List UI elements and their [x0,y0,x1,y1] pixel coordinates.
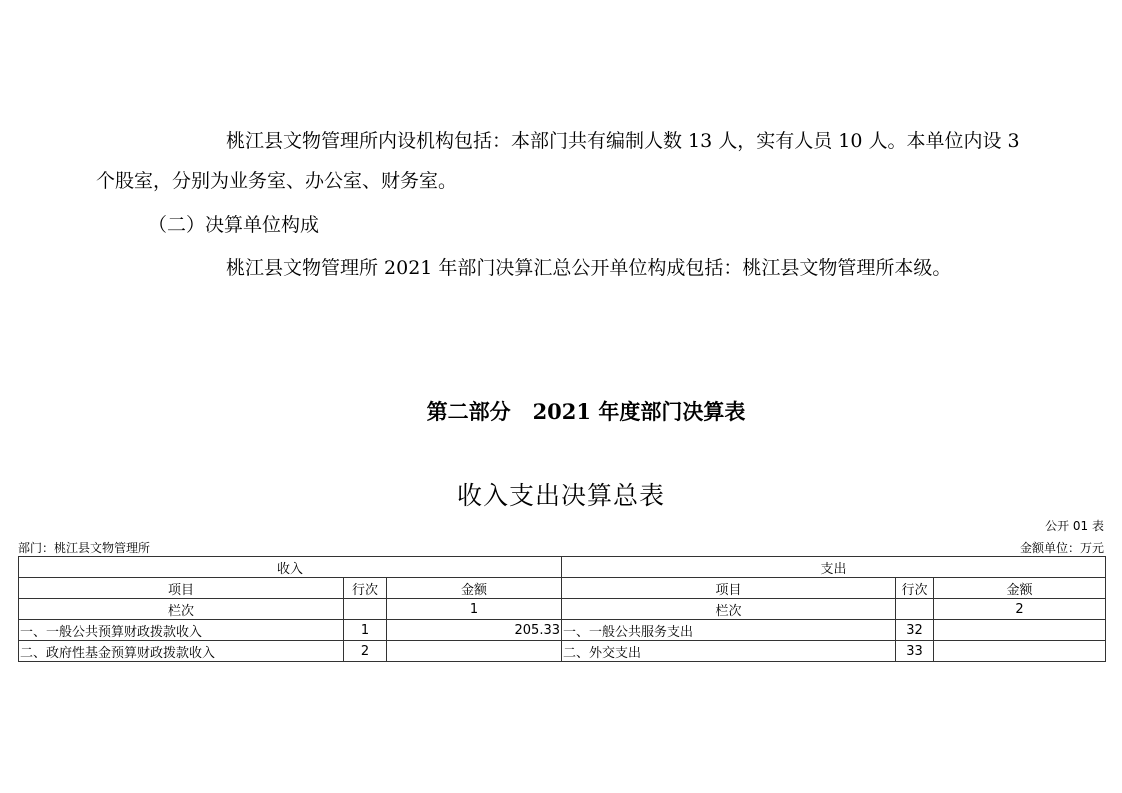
income-item-header: 项目 [19,578,344,599]
amount-unit-label: 金额单位：万元 [1019,541,1104,555]
income-label-cell: 栏次 [19,599,344,620]
expense-amount-header: 金额 [934,578,1106,599]
expense-item-header: 项目 [562,578,896,599]
table-header-row [19,557,1106,578]
income-item: 一、一般公共预算财政拨款收入 [19,620,344,641]
form-number: 公开 01 表 [1045,519,1104,533]
expense-row-no: 33 [896,641,934,662]
income-row-no: 1 [344,620,387,641]
expense-item: 一、一般公共服务支出 [562,620,896,641]
expense-label-cell: 栏次 [562,599,896,620]
income-blank-cell [344,599,387,620]
expense-item: 二、外交支出 [562,641,896,662]
income-amount [387,641,562,662]
expense-header: 支出 [562,557,1106,578]
income-col-no: 1 [387,599,562,620]
expense-row-header: 行次 [896,578,934,599]
table-row [19,620,1106,641]
income-item: 二、政府性基金预算财政拨款收入 [19,641,344,662]
column-number-row [19,599,1106,620]
intro-paragraph-2: 桃江县文物管理所 2021 年部门决算汇总公开单位构成包括：桃江县文物管理所本级。 [226,257,952,279]
expense-col-no: 2 [934,599,1106,620]
income-row-no: 2 [344,641,387,662]
column-header-row [19,578,1106,599]
expense-amount [934,641,1106,662]
section-title: 第二部分 2021 年度部门决算表 [426,399,746,424]
expense-blank-cell [896,599,934,620]
income-expense-table [18,556,1106,662]
intro-paragraph-1: 桃江县文物管理所内设机构包括：本部门共有编制人数 13 人，实有人员 10 人。本单位内设 3 个股室，分别为业务室、办公室、财务室。 [96,130,1020,192]
expense-amount [934,620,1106,641]
department-label: 部门：桃江县文物管理所 [18,541,151,555]
income-row-header: 行次 [344,578,387,599]
income-amount: 205.33 [387,620,562,641]
subheading-unit-composition: （二）决算单位构成 [148,214,320,236]
income-amount-header: 金额 [387,578,562,599]
table-row [19,641,1106,662]
table-title: 收入支出决算总表 [456,481,665,510]
income-header: 收入 [19,557,562,578]
expense-row-no: 32 [896,620,934,641]
